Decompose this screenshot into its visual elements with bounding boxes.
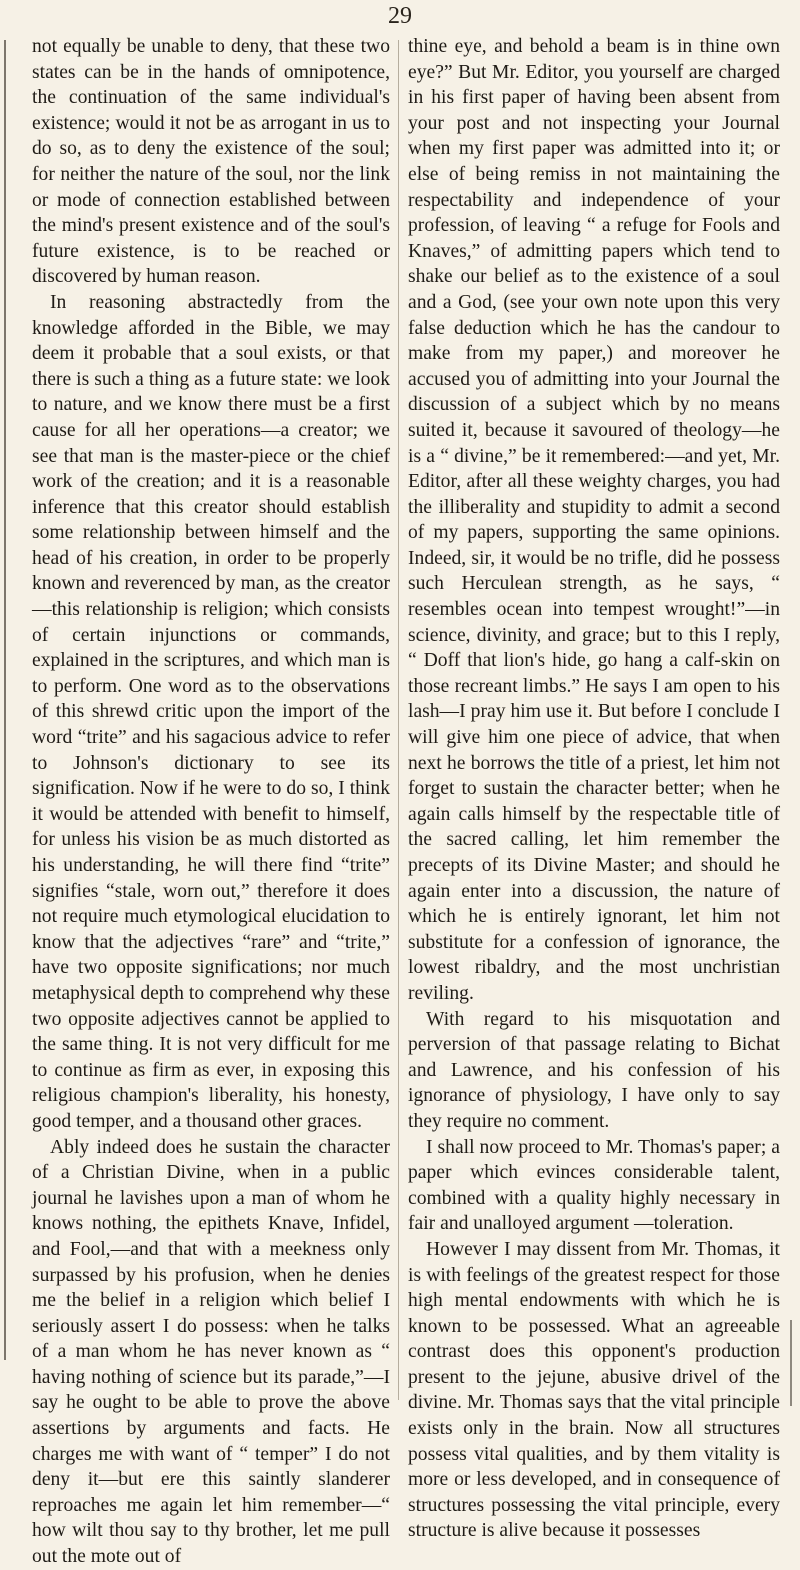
paragraph: thine eye, and behold a beam is in thine own eye?” But Mr. Editor, you yourself are charged in his first paper of having been absent from your post and not inspecting your Journal when my first paper was admitted into it; or else of being remiss in not maintaining the respectability and independence of your profession, of leaving “ a refuge for Fools and Knaves,” of admitting papers which tend to shake our belief as to the existence of a soul and a God, (see your own note upon this very false deduction which he has the candour to make from my paper,) and moreover he accused you of admitting into your Journal the discussion of a subject which by no means suited it, because it savoured of theology—he is a “ divine,” be it remembered:—and yet, Mr. Editor, after all these weighty charges, you had the illiberality and stupidity to admit a second of my papers, supporting the same opinions. Indeed, sir, it would be no trifle, did he possess such Herculean strength, as he says, “ resembles ocean into tempest wrought!”—in science, divinity, and grace; but to this I reply, “ Doff that lion's hide, go hang a calf-skin on those recreant limbs.” He says I am open to his lash—I pray him use it. But before I conclude I will give him one piece of advice, that when next he borrows the title of a priest, let him not forget to sustain the character better; when he again calls himself by the respectable title of the sacred calling, let him remember the precepts of its Divine Master; and should he again enter into a discussion, the nature of which he is entirely ignorant, let him not substitute for a confession of ignorance, the lowest ribaldry, and the most unchristian reviling. xyxy=(408,36,780,1004)
paragraph: However I may dissent from Mr. Thomas, it is with feelings of the greatest respect for those high mental endowments with which he is known to be possessed. What an agreeable contrast does this opponent's production present to the jejune, abusive drivel of the divine. Mr. Thomas says that the vital principle exists only in the brain. Now all structures possess vital qualities, and by them vitality is more or less developed, and in consequence of structures possessing the vital principle, every structure is alive because it possesses xyxy=(408,1238,780,1542)
paragraph: In reasoning abstractedly from the knowledge afforded in the Bible, we may deem it probable that a soul exists, or that there is such a thing as a future state: we look to nature, and we know there must be a first cause for all her operations—a creator; we see that man is the master-piece or the chief work of the creation; and it is a reasonable inference that this creator should establish some relationship between himself and the head of his creation, in order to be properly known and reverenced by man, as the creator—this relationship is religion; which consists of certain injunctions or commands, explained in the scriptures, and which man is to perform. One word as to the observations of this shrewd critic upon the import of the word “trite” and his sagacious advice to refer to Johnson's dictionary to see its signification. Now if he were to do so, I think it would be attended with benefit to himself, for unless his vision be as much distorted as his understanding, he will there find “trite” signifies “stale, worn out,” therefore it does not require much etymological elucidation to know that the adjectives “rare” and “trite,” have two opposite significations; nor much metaphysical depth to comprehend why these two opposite adjectives cannot be applied to the same thing. It is not very difficult for me to continue as firm as ever, in exposing this religious champion's liberality, his honesty, good temper, and a thousand other graces. xyxy=(32,291,390,1132)
paragraph: Ably indeed does he sustain the character of a Christian Divine, when in a public journal he lavishes upon a man of whom he knows nothing, the epithets Knave, Infidel, and Fool,—and that with a meekness only surpassed by his profusion, when he denies me the belief in a religion which belief I seriously assert I do possess: when he talks of a man whom he has never known as “ having nothing of science but its parade,”—I say he ought to be able to prove the above assertions by arguments and facts. He charges me with want of “ temper” I do not deny it—but ere this saintly slanderer reproaches me again let him remember—“ how wilt thou say to thy brother, let me pull out the mote out of xyxy=(32,1136,390,1568)
left-column xyxy=(32,34,390,1570)
paragraph: With regard to his misquotation and perversion of that passage relating to Bichat and Lawrence, and his confession of his ignorance of physiology, I have only to say they require no comment. xyxy=(408,1008,780,1132)
scan-edge-rule-left xyxy=(4,40,6,1360)
column-divider xyxy=(398,40,399,1400)
paragraph: I shall now proceed to Mr. Thomas's paper; a paper which evinces considerable talent, combined with a quality highly necessary in fair and unalloyed argument —toleration. xyxy=(408,1136,780,1235)
right-column xyxy=(408,34,780,1544)
paragraph: not equally be unable to deny, that these two states can be in the hands of omnipotence, the continuation of the same individual's existence; would it not be as arrogant in us to do so, as to deny the existence of the soul; for neither the nature of the soul, nor the link or mode of connection established between the mind's present existence and of the soul's future existence, is to be reached or discovered by human reason. xyxy=(32,36,390,288)
page-number: 29 xyxy=(388,3,412,29)
scan-edge-rule-right xyxy=(790,1320,792,1406)
